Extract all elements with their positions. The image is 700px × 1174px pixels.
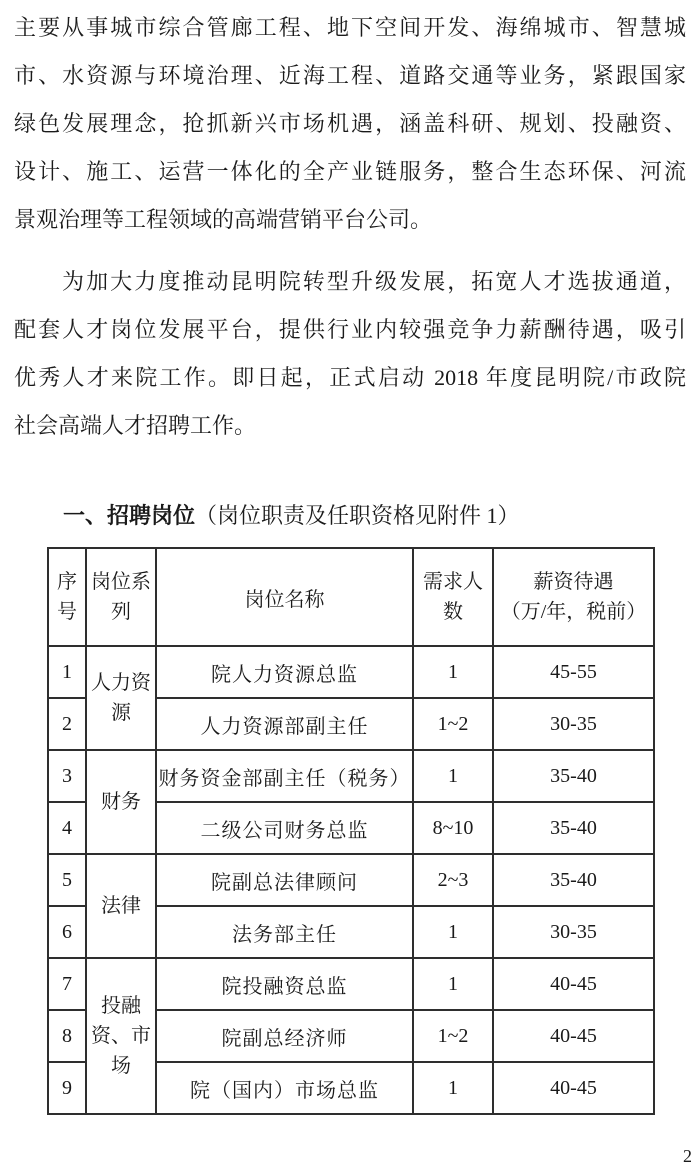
cell-index: 2	[48, 698, 86, 750]
cell-series: 人力资源	[86, 646, 156, 750]
cell-position: 人力资源部副主任	[156, 698, 413, 750]
column-header-salary	[493, 548, 654, 646]
cell-index: 4	[48, 802, 86, 854]
column-header-salary-line1: 薪资待遇	[533, 571, 614, 593]
cell-position: 院副总经济师	[156, 1010, 413, 1062]
column-header-series: 岗位系列	[86, 548, 156, 646]
cell-index: 8	[48, 1010, 86, 1062]
intro-text	[14, 4, 686, 450]
cell-headcount: 1	[413, 1062, 493, 1114]
text-line: 社会高端人才招聘工作。	[14, 413, 257, 438]
cell-index: 1	[48, 646, 86, 698]
text-line: 景观治理等工程领域的高端营销平台公司。	[14, 207, 433, 232]
cell-salary: 30-35	[493, 906, 654, 958]
cell-series: 财务	[86, 750, 156, 854]
text-line: 市、水资源与环境治理、近海工程、道路交通等业务，紧跟国家	[14, 63, 686, 88]
cell-position: 二级公司财务总监	[156, 802, 413, 854]
cell-index: 5	[48, 854, 86, 906]
text-line: 设计、施工、运营一体化的全产业链服务，整合生态环保、河流	[14, 159, 686, 184]
column-header-headcount: 需求人数	[413, 548, 493, 646]
body-paragraph	[14, 258, 686, 450]
cell-salary: 35-40	[493, 854, 654, 906]
cell-position: 院副总法律顾问	[156, 854, 413, 906]
cell-position: 法务部主任	[156, 906, 413, 958]
cell-headcount: 1~2	[413, 698, 493, 750]
text-line: 主要从事城市综合管廊工程、地下空间开发、海绵城市、智慧城	[14, 15, 686, 40]
cell-headcount: 1	[413, 958, 493, 1010]
section-heading	[63, 499, 686, 533]
column-header-position: 岗位名称	[156, 548, 413, 646]
page-number: 2	[683, 1146, 692, 1166]
recruitment-table	[47, 547, 655, 1115]
table-row	[48, 646, 654, 698]
cell-salary: 35-40	[493, 802, 654, 854]
text-line: 绿色发展理念，抢抓新兴市场机遇，涵盖科研、规划、投融资、	[14, 111, 686, 136]
cell-salary: 45-55	[493, 646, 654, 698]
cell-series: 投融资、市场	[86, 958, 156, 1114]
table-row	[48, 958, 654, 1010]
cell-position: 院（国内）市场总监	[156, 1062, 413, 1114]
cell-headcount: 1	[413, 750, 493, 802]
table-row	[48, 750, 654, 802]
cell-salary: 35-40	[493, 750, 654, 802]
cell-headcount: 1	[413, 646, 493, 698]
text-line: 配套人才岗位发展平台，提供行业内较强竞争力薪酬待遇，吸引	[14, 317, 686, 342]
section-heading-note: （岗位职责及任职资格见附件 1）	[195, 503, 520, 528]
cell-index: 7	[48, 958, 86, 1010]
cell-index: 3	[48, 750, 86, 802]
cell-salary: 30-35	[493, 698, 654, 750]
cell-position: 院投融资总监	[156, 958, 413, 1010]
section-heading-title: 一、招聘岗位	[63, 503, 196, 528]
cell-index: 9	[48, 1062, 86, 1114]
table-header-row	[48, 548, 654, 646]
cell-headcount: 2~3	[413, 854, 493, 906]
text-line: 优秀人才来院工作。即日起，正式启动 2018 年度昆明院/市政院	[14, 365, 686, 390]
text-line: 为加大力度推动昆明院转型升级发展，拓宽人才选拔通道，	[62, 269, 686, 294]
cell-series: 法律	[86, 854, 156, 958]
cell-index: 6	[48, 906, 86, 958]
cell-position: 院人力资源总监	[156, 646, 413, 698]
cell-position: 财务资金部副主任（税务）	[156, 750, 413, 802]
cell-salary: 40-45	[493, 1062, 654, 1114]
table-row	[48, 854, 654, 906]
cell-headcount: 1	[413, 906, 493, 958]
cell-headcount: 8~10	[413, 802, 493, 854]
cell-headcount: 1~2	[413, 1010, 493, 1062]
column-header-salary-line2: （万/年，税前）	[500, 601, 647, 623]
column-header-index: 序号	[48, 548, 86, 646]
cell-salary: 40-45	[493, 958, 654, 1010]
cell-salary: 40-45	[493, 1010, 654, 1062]
body-paragraph	[14, 4, 686, 244]
